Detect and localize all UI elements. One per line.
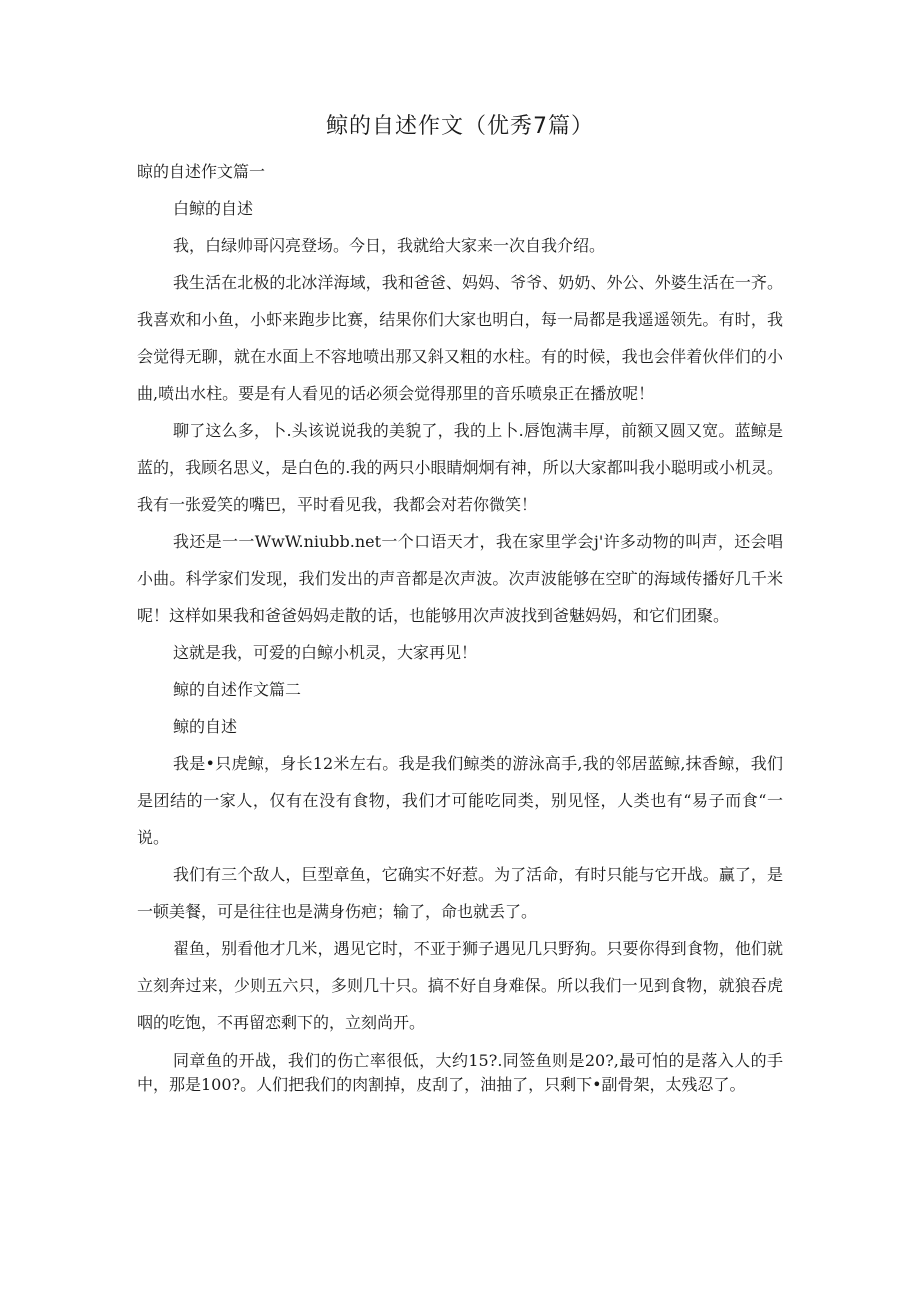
paragraph: 鲸的自述 (173, 717, 238, 736)
paragraph: 这就是我，可爱的白鲸小机灵，大家再见！ (173, 643, 478, 662)
document-body (137, 153, 783, 1097)
paragraph: 同章鱼的开战，我们的伤亡率很低，大约15?.同签鱼则是20?,最可怕的是落入人的手中，那是100?。人们把我们的肉割掉，皮刮了，油抽了，只剩下•副骨架，太残忍了。 (137, 1051, 783, 1094)
paragraph: 我是•只虎鲸，身长12米左右。我是我们鲸类的游泳高手,我的邻居蓝鲸,抹香鲸，我们是团结的一家人，仅有在没有食物，我们才可能吃同类，别见怪，人类也有“易子而食“一说。 (137, 754, 783, 847)
paragraph: 白鲸的自述 (173, 199, 254, 218)
paragraph: 我，白绿帅哥闪亮登场。今日，我就给大家来一次自我介绍。 (173, 236, 606, 255)
paragraph: 我生活在北极的北冰洋海域，我和爸爸、妈妈、爷爷、奶奶、外公、外婆生活在一齐。我喜欢和小鱼，小虾来跑步比赛，结果你们大家也明白，每一局都是我遥遥领先。有时，我会觉得无聊，就在水面上不容地喷出那又斜又粗的水柱。有的时候，我也会伴着伙伴们的小曲,喷出水柱。要是有人看见的话必须会觉得那里的音乐喷泉正在播放呢！ (137, 273, 783, 403)
paragraph: 晾的自述作文篇一 (137, 162, 266, 181)
paragraph: 聊了这么多，卜.头该说说我的美貌了，我的上卜.唇饱满丰厚，前额又圆又宽。蓝鲸是蓝的，我顾名思义，是白色的.我的两只小眼睛炯炯有神，所以大家都叫我小聪明或小机灵。我有一张爱笑的嘴巴，平时看见我，我都会对若你微笑！ (137, 421, 783, 514)
document-title: 鲸的自述作文（优秀7篇） (326, 114, 594, 139)
paragraph: 我还是一一WwW.niubb.net一个口语天才，我在家里学会j'许多动物的叫声，还会唱小曲。科学家们发现，我们发出的声音都是次声波。次声波能够在空旷的海域传播好几千米呢！这样如果我和爸爸妈妈走散的话，也能够用次声波找到爸魅妈妈，和它们团聚。 (137, 532, 783, 625)
paragraph: 翟鱼，别看他才几米，遇见它时，不亚于狮子遇见几只野狗。只要你得到食物，他们就立刻奔过来，少则五六只，多则几十只。搞不好自身难保。所以我们一见到食物，就狼吞虎咽的吃饱，不再留恋剩下的，立刻尚开。 (137, 939, 783, 1032)
paragraph: 我们有三个敌人，巨型章鱼，它确实不好惹。为了活命，有时只能与它开战。赢了，是一顿美餐，可是往往也是满身伤疤；输了，命也就丢了。 (137, 865, 783, 921)
paragraph: 鲸的自述作文篇二 (173, 680, 302, 699)
